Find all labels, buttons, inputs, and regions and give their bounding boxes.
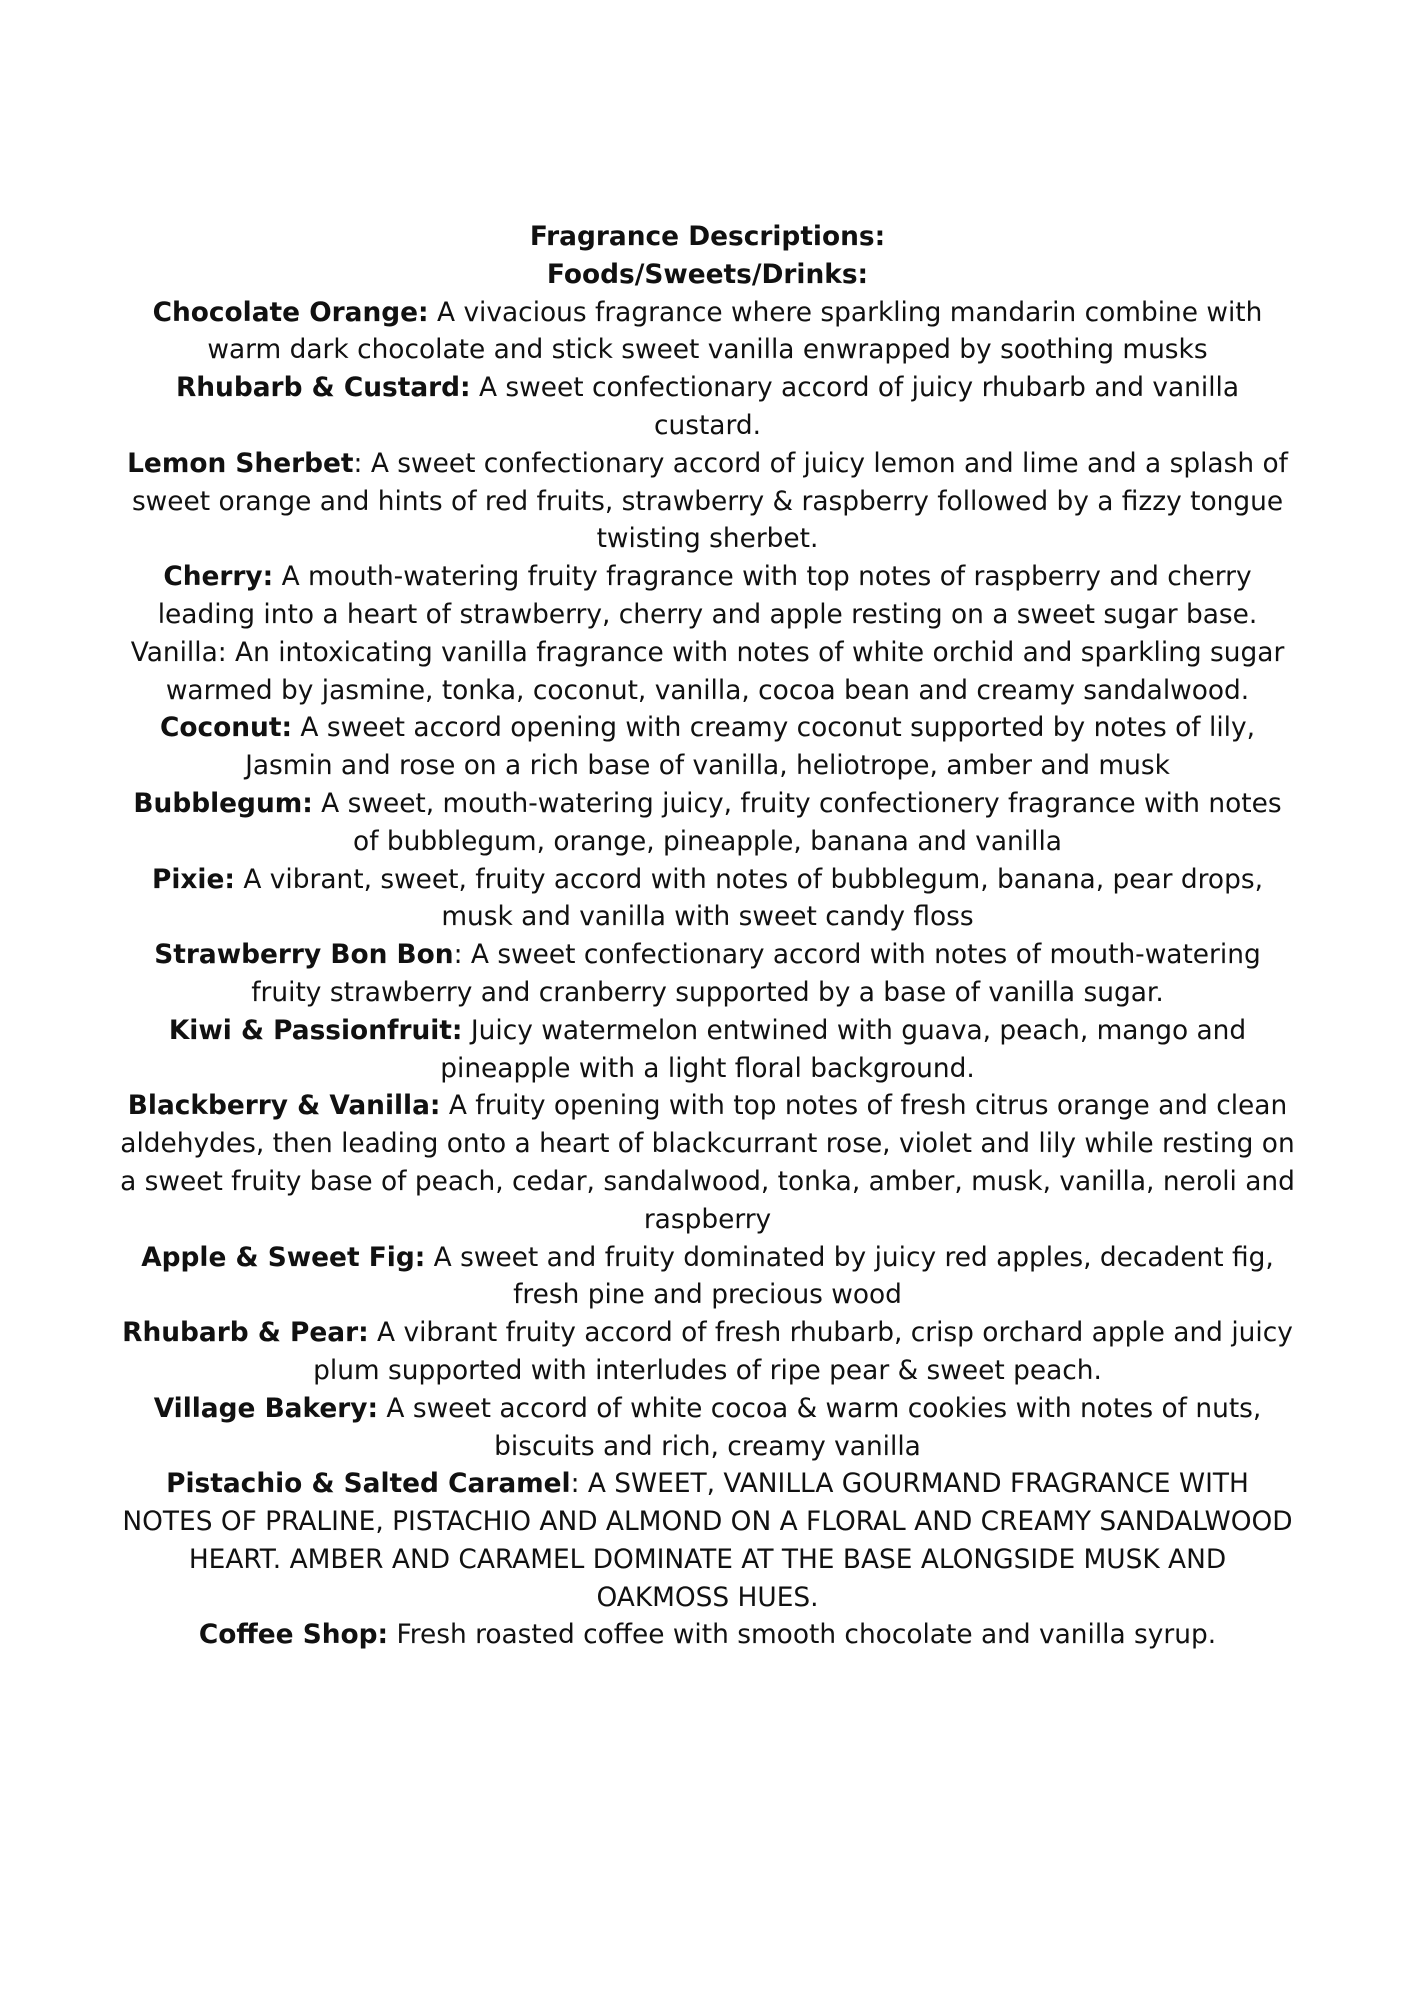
fragrance-entry	[120, 1314, 1295, 1390]
document-subtitle: Foods/Sweets/Drinks:	[546, 258, 869, 290]
fragrance-name: Village Bakery:	[153, 1392, 379, 1424]
fragrance-name: Rhubarb & Pear:	[122, 1317, 369, 1349]
fragrance-description: : A SWEET, VANILLA GOURMAND FRAGRANCE WITH NOTES OF PRALINE, PISTACHIO AND ALMOND ON A FLORAL AND CREAMY SANDALWOOD HEART. AMBER AND CARAMEL DOMINATE AT THE BASE ALONGSIDE MUSK AND OAKMOSS HUES.	[122, 1468, 1293, 1613]
fragrance-name: Bubblegum:	[133, 787, 313, 819]
fragrance-entry	[120, 558, 1295, 634]
fragrance-name: Pistachio & Salted Caramel	[166, 1468, 571, 1500]
fragrance-description: Vanilla: An intoxicating vanilla fragrance with notes of white orchid and sparkling sugar warmed by jasmine, tonka, coconut, vanilla, cocoa bean and creamy sandalwood.	[130, 636, 1285, 706]
fragrance-entry	[120, 634, 1295, 710]
fragrance-description: A fruity opening with top notes of fresh citrus orange and clean aldehydes, then leading onto a heart of blackcurrant rose, violet and lily while resting on a sweet fruity base of peach, cedar, sandalwood, tonka, amber, musk, vanilla, neroli and raspberry	[120, 1090, 1295, 1235]
fragrance-name: Pixie:	[152, 863, 235, 895]
fragrance-entry	[120, 1087, 1295, 1238]
fragrance-description: : A sweet confectionary accord with notes of mouth-watering fruity strawberry and cranberry supported by a base of vanilla sugar.	[251, 939, 1261, 1008]
fragrance-description: Juicy watermelon entwined with guava, peach, mango and pineapple with a light floral background.	[440, 1014, 1247, 1084]
fragrance-entry	[120, 369, 1295, 445]
fragrance-name: Kiwi & Passionfruit:	[168, 1014, 463, 1046]
fragrance-name: Chocolate Orange:	[152, 296, 429, 328]
fragrance-name: Strawberry Bon Bon	[154, 939, 454, 971]
fragrance-name: Cherry:	[163, 561, 274, 593]
fragrance-entry	[120, 1239, 1295, 1315]
fragrance-entry	[120, 1390, 1295, 1466]
fragrance-description: A sweet accord opening with creamy coconut supported by notes of lily, Jasmin and rose on a rich base of vanilla, heliotrope, amber and musk	[245, 712, 1255, 782]
fragrance-description: A vibrant, sweet, fruity accord with notes of bubblegum, banana, pear drops, musk and vanilla with sweet candy floss	[234, 863, 1263, 933]
fragrance-description: : A sweet confectionary accord of juicy lemon and lime and a splash of sweet orange and hints of red fruits, strawberry & raspberry followed by a fizzy tongue twisting sherbet.	[131, 447, 1288, 555]
fragrance-entry	[120, 1465, 1295, 1616]
fragrance-description: A mouth-watering fruity fragrance with top notes of raspberry and cherry leading into a heart of strawberry, cherry and apple resting on a sweet sugar base.	[157, 561, 1258, 630]
document-title: Fragrance Descriptions:	[529, 221, 886, 252]
fragrance-entry	[120, 785, 1295, 861]
fragrance-entry	[120, 1616, 1295, 1654]
fragrance-description: A sweet confectionary accord of juicy rhubarb and vanilla custard.	[470, 372, 1240, 441]
fragrance-description: A vivacious fragrance where sparkling mandarin combine with warm dark chocolate and stick sweet vanilla enwrapped by soothing musks	[207, 296, 1263, 366]
fragrance-list	[120, 294, 1295, 1655]
fragrance-name: Lemon Sherbet	[127, 447, 354, 479]
fragrance-name: Blackberry & Vanilla:	[127, 1090, 441, 1122]
document-page	[120, 218, 1295, 1654]
fragrance-entry	[120, 861, 1295, 937]
fragrance-name: Apple & Sweet Fig:	[141, 1241, 426, 1273]
fragrance-entry	[120, 294, 1295, 370]
fragrance-entry	[120, 445, 1295, 558]
fragrance-description: Fresh roasted coffee with smooth chocolate and vanilla syrup.	[388, 1619, 1217, 1651]
fragrance-entry	[120, 709, 1295, 785]
fragrance-name: Rhubarb & Custard:	[175, 372, 471, 404]
fragrance-description: A vibrant fruity accord of fresh rhubarb, crisp orchard apple and juicy plum supported with interludes of ripe pear & sweet peach.	[313, 1317, 1293, 1386]
fragrance-entry	[120, 936, 1295, 1012]
fragrance-name: Coconut:	[160, 712, 293, 744]
fragrance-description: A sweet, mouth-watering juicy, fruity confectionery fragrance with notes of bubblegum, orange, pineapple, banana and vanilla	[312, 787, 1282, 857]
fragrance-entry	[120, 1012, 1295, 1088]
fragrance-name: Coffee Shop:	[198, 1619, 389, 1651]
fragrance-description: A sweet and fruity dominated by juicy red apples, decadent fig, fresh pine and precious wood	[425, 1241, 1274, 1311]
fragrance-description: A sweet accord of white cocoa & warm cookies with notes of nuts, biscuits and rich, creamy vanilla	[378, 1392, 1262, 1462]
